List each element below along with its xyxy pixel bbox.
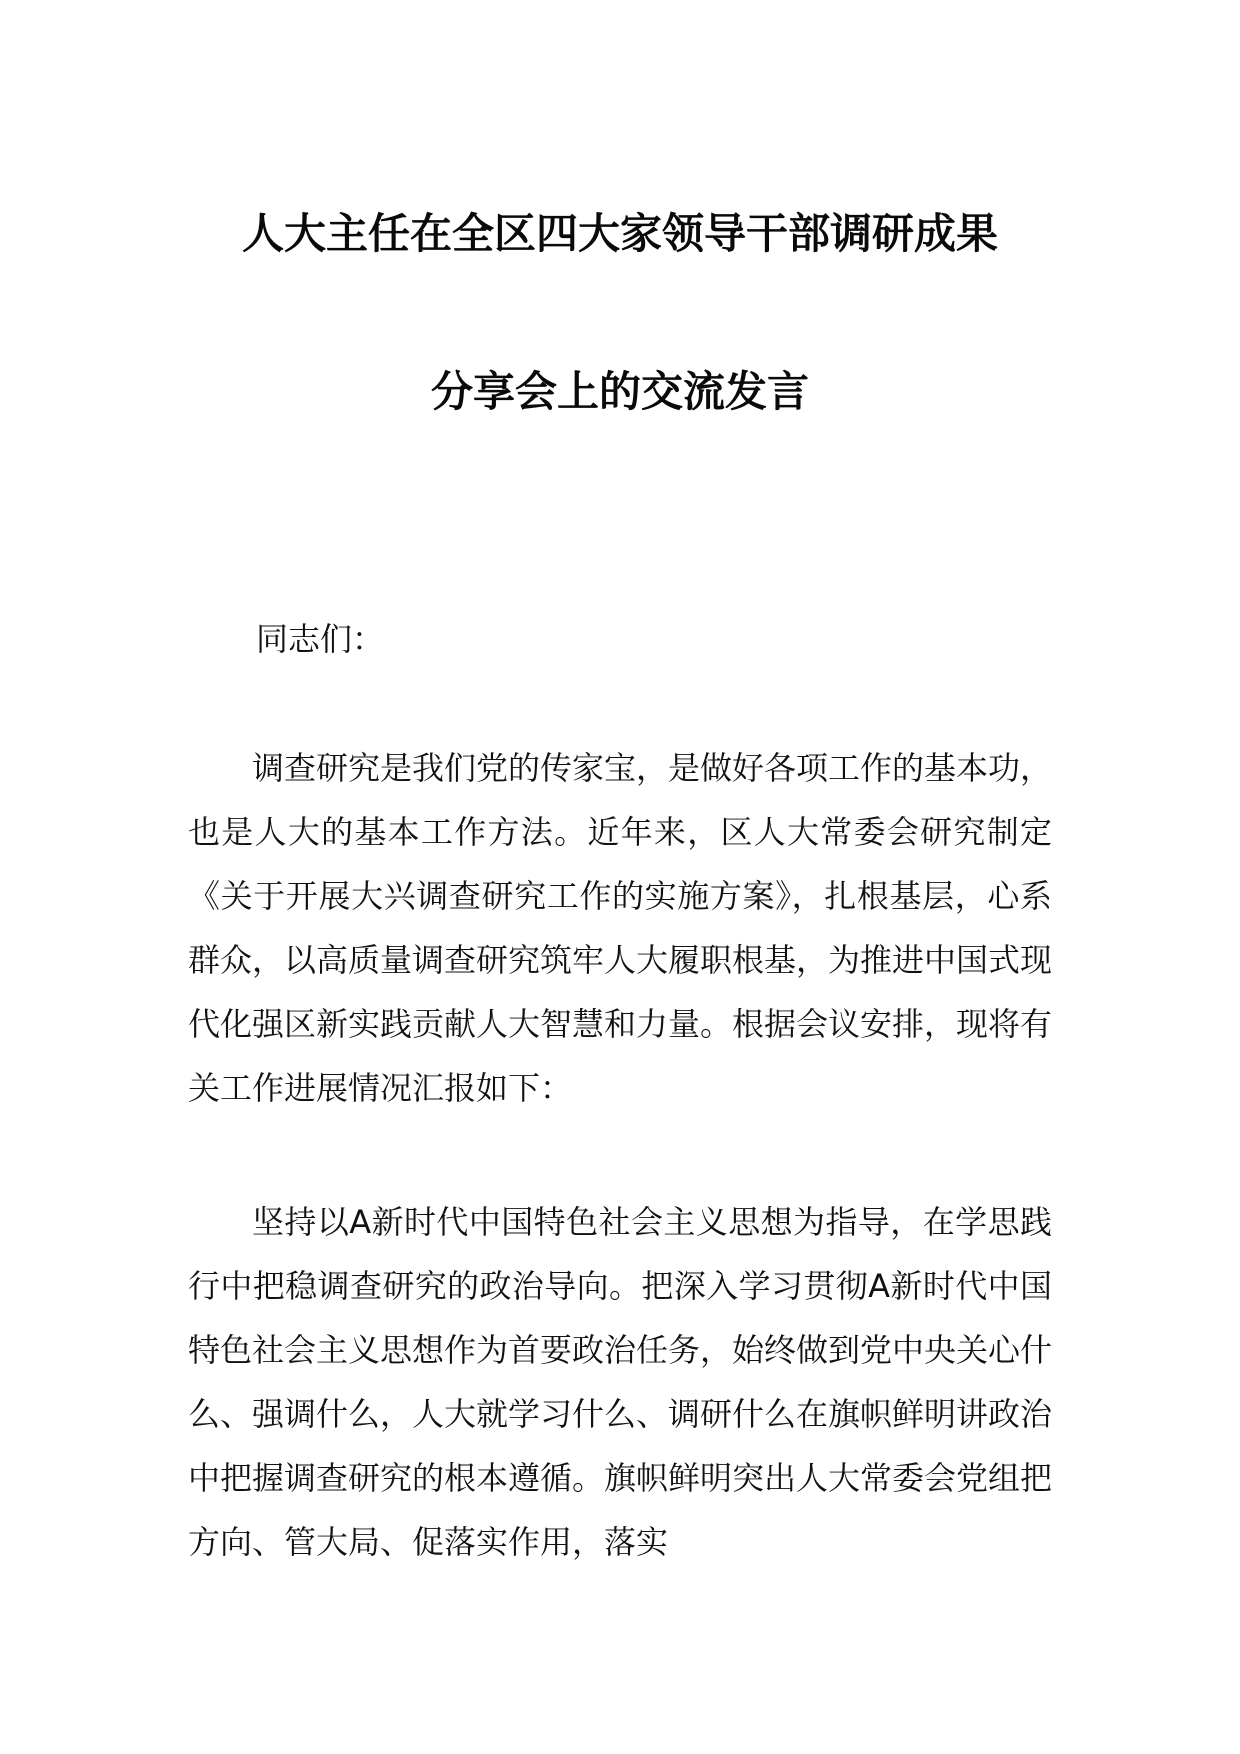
- document-title-line-2: 分享会上的交流发言: [430, 367, 809, 416]
- paragraph-1: 调查研究是我们党的传家宝，是做好各项工作的基本功，也是人大的基本工作方法。近年来，区人大常委会研究制定《关于开展大兴调查研究工作的实施方案》，扎根基层，心系群众，以高质量调查研究筑牢人大履职根基，为推进中国式现代化强区新实践贡献人大智慧和力量。根据会议安排，现将有关工作进展情况汇报如下：: [188, 749, 1053, 1107]
- salutation: 同志们：: [256, 620, 385, 658]
- paragraph-2: 坚持以A新时代中国特色社会主义思想为指导，在学思践行中把稳调查研究的政治导向。把深入学习贯彻A新时代中国特色社会主义思想作为首要政治任务，始终做到党中央关心什么、强调什么，人大就学习什么、调研什么在旗帜鲜明讲政治中把握调查研究的根本遵循。旗帜鲜明突出人大常委会党组把方向、管大局、促落实作用，落实: [188, 1203, 1053, 1561]
- document-title-line-1: 人大主任在全区四大家领导干部调研成果: [241, 209, 998, 258]
